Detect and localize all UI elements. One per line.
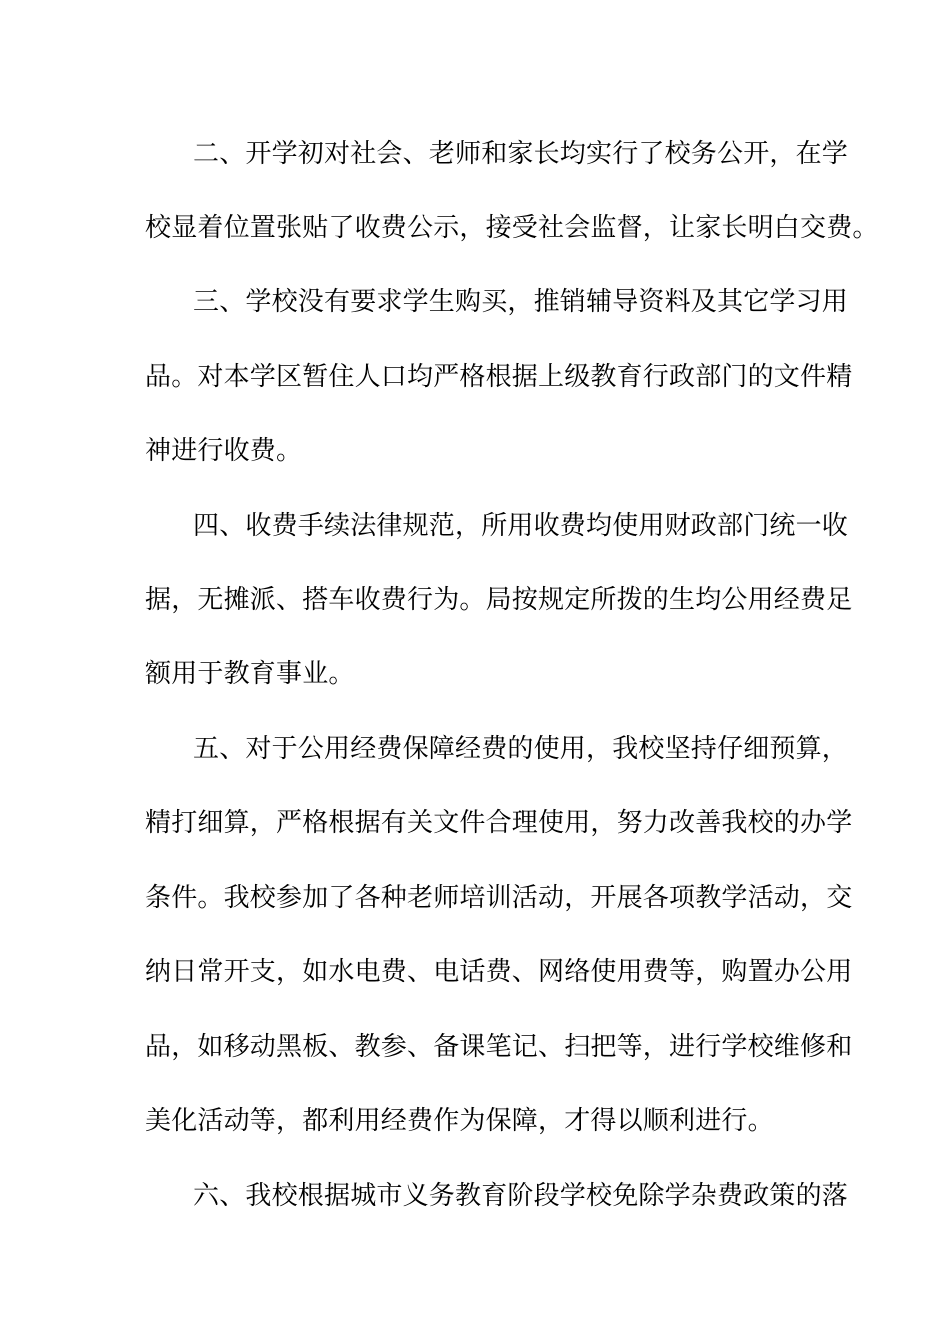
paragraph-3-line-1: 三、学校没有要求学生购买，推销辅导资料及其它学习用	[193, 287, 849, 317]
paragraph-5-line-5: 品，如移动黑板、教参、备课笔记、扫把等，进行学校维修和	[145, 1032, 853, 1062]
paragraph-5-line-4: 纳日常开支，如水电费、电话费、网络使用费等，购置办公用	[145, 957, 853, 987]
paragraph-4-line-3: 额用于教育事业。	[145, 659, 355, 689]
paragraph-6-line-1: 六、我校根据城市义务教育阶段学校免除学杂费政策的落	[193, 1181, 849, 1211]
paragraph-2-line-2: 校显着位置张贴了收费公示，接受社会监督，让家长明白交费。	[145, 213, 879, 243]
paragraph-5-line-1: 五、对于公用经费保障经费的使用，我校坚持仔细预算，	[193, 734, 849, 764]
paragraph-4-line-1: 四、收费手续法律规范，所用收费均使用财政部门统一收	[193, 511, 849, 541]
paragraph-5-line-3: 条件。我校参加了各种老师培训活动，开展各项教学活动，交	[145, 883, 853, 913]
paragraph-3-line-2: 品。对本学区暂住人口均严格根据上级教育行政部门的文件精	[145, 362, 853, 392]
paragraph-2-line-1: 二、开学初对社会、老师和家长均实行了校务公开，在学	[193, 139, 849, 169]
paragraph-5-line-6: 美化活动等，都利用经费作为保障，才得以顺利进行。	[145, 1106, 774, 1136]
paragraph-3-line-3: 神进行收费。	[145, 436, 303, 466]
paragraph-5-line-2: 精打细算，严格根据有关文件合理使用，努力改善我校的办学	[145, 808, 853, 838]
paragraph-4-line-2: 据，无摊派、搭车收费行为。局按规定所拨的生均公用经费足	[145, 585, 853, 615]
